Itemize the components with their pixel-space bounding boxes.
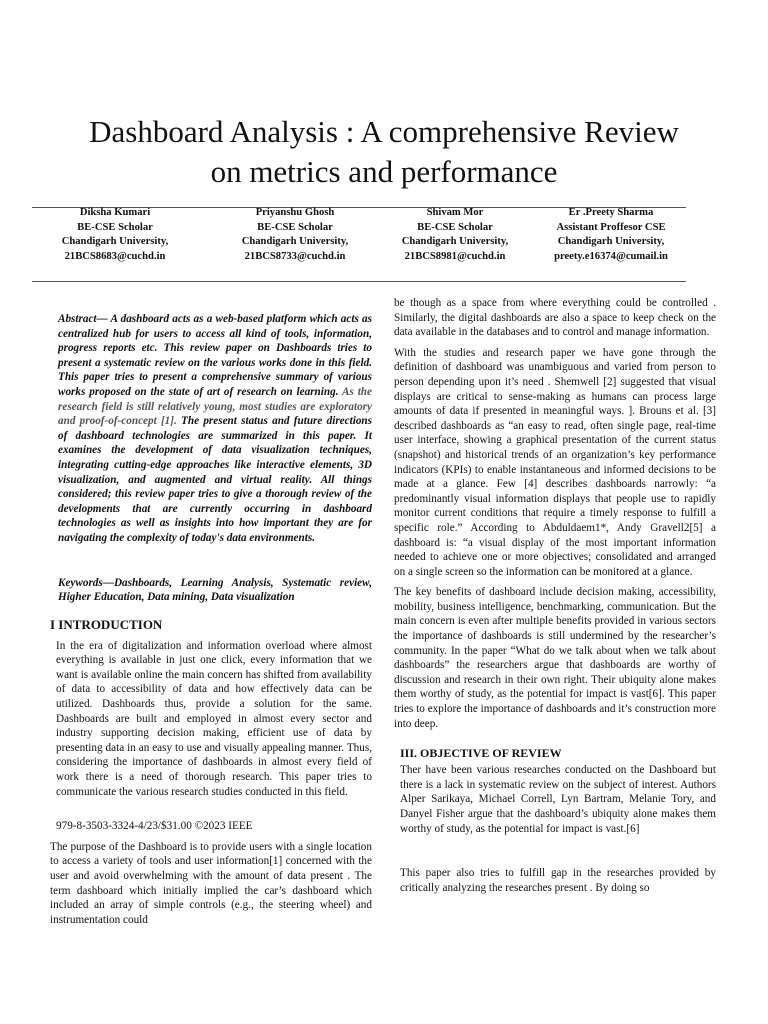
right-paragraph-3: The key benefits of dashboard include decision making, accessibility, mobility, business intelligence, benchmarking, communication. But the main concern is even after multiple benefits provided in various sectors the importance of dashboards is still undermined by the researcher’s community. In the paper “What do we talk about when we talk about dashboards” the researchers argue that dashboards are worthy of discussion and research in their own right. Their ubiquity alone makes them worthy of study, as the potential for impact is vast[6]. This paper tries to explore the importance of dashboards and it’s construction more into deep. [394, 586, 716, 730]
right-paragraph-1: be though as a space from where everything could be controlled . Similarly, the digital dashboards are also a space to keep check on the data available in the databases and to control and manage information. [394, 297, 716, 339]
right-paragraph-2: With the studies and research paper we have gone through the definition of dashboard was unambiguous and varied from person to person depending upon it’s need . Shemwell [2] suggested that visual displays are critical to sense-making as humans can process large amounts of data if presented in meaningful ways. ]. Brouns et al. [3] described dashboards as “an easy to read, often single page, real-time user interface, showing a graphical presentation of the current status (snapshot) and historical trends of an organization’s key performance indicators (KPIs) to enable instantaneous and informed decisions to be made at a glance. Few [4] describes dashboards narrowly: “a predominantly visual information displays that people use to rapidly monitor current conditions that require a timely response to fulfill a specific role.” According to Abduldaem1*, Andy Gravell2[5] a dashboard is: “a visual display of the most important information needed to achieve one or more objectives; consolidated and arranged on a single screen so the information can be monitored at a glance. [394, 346, 716, 578]
right-column [394, 296, 716, 895]
author-name: Priyanshu Ghosh [255, 207, 335, 218]
author-email: 21BCS8733@cuchd.in [244, 250, 346, 262]
author-role: BE-CSE Scholar [77, 221, 153, 233]
author-2 [220, 206, 370, 264]
author-name: Diksha Kumari [79, 207, 151, 218]
keywords: Keywords—Dashboards, Learning Analysis, Systematic review, Higher Education, Data mining, Data visualization [58, 576, 372, 604]
author-1 [40, 206, 190, 264]
author-affiliation: Chandigarh University, [557, 236, 665, 248]
author-3 [380, 206, 530, 264]
paper-title-line2: on metrics and performance [210, 154, 558, 189]
author-block [36, 206, 686, 278]
objective-paragraph-2: This paper also tries to fulfill gap in the researches provided by critically analyzing the researches present . By doing so [400, 867, 716, 894]
author-4 [536, 206, 686, 264]
section-heading-objective: III. OBJECTIVE OF REVIEW [400, 746, 562, 761]
abstract [50, 312, 372, 546]
intro-paragraph-2: The purpose of the Dashboard is to provide users with a single location to access a variety of tools and user information[1] concerned with the user and avoid overwhelming with the amount of data present . The term dashboard which initially implied the car’s dashboard which included an array of simple controls (e.g., the steering wheel) and instrumentation could [50, 840, 372, 926]
author-name: Shivam Mor [426, 207, 484, 218]
section-heading-introduction: I INTRODUCTION [50, 616, 163, 632]
author-affiliation: Chandigarh University, [401, 236, 509, 248]
author-role: BE-CSE Scholar [417, 221, 493, 233]
paper-title [40, 112, 728, 192]
abstract-text-a: Abstract— A dashboard acts as a web-based platform which acts as centralized hub for users to access all kind of tools, information, progress reports etc. This review paper on Dashboards tries to present a systematic review on the various works done in this field. This paper tries to present a comprehensive summary of various works proposed on the state of art of research on learning. [58, 313, 372, 398]
objective-paragraph-1: Ther have been various researches conducted on the Dashboard but there is a lack in systematic review on the subject of interest. Authors Alper Sarikaya, Michael Correll, Lyn Bartram, Melanie Tory, and Danyel Fisher argue that the dashboard’s ubiquity alone makes them worthy of study, as the potential for impact is vast.[6] [400, 764, 716, 835]
left-column [50, 296, 372, 927]
author-affiliation: Chandigarh University, [241, 236, 349, 248]
author-email: preety.e16374@cumail.in [554, 250, 668, 262]
paper-title-line1: Dashboard Analysis : A comprehensive Review [89, 114, 679, 149]
author-block-bottom-rule [32, 281, 686, 282]
author-role: Assistant Proffesor CSE [556, 221, 666, 233]
author-email: 21BCS8683@cuchd.in [64, 250, 166, 262]
author-affiliation: Chandigarh University, [61, 236, 169, 248]
author-name: Er .Preety Sharma [568, 207, 654, 218]
abstract-text-b: As the research field is still relatively young, most studies are exploratory and proof-of-concept [1]. [58, 385, 372, 428]
author-email: 21BCS8981@cuchd.in [404, 250, 506, 262]
author-role: BE-CSE Scholar [257, 221, 333, 233]
intro-paragraph-1: In the era of digitalization and information overload where almost everything is available in just one click, every information that we want is available online the main concern has shifted from availability of data to accessibility of data and how effectively data can be utilized. Dashboards thus, provide a solution for the same. Dashboards are built and employed in almost every sector and industry supporting decision making, efficient use of data by presenting data in an easy to use and visually appealing manner. Thus, considering the importance of dashboards in almost every field of work there is a need of thorough research. This paper tries to communicate the various research studies conducted in this field. [56, 639, 372, 798]
abstract-text-c: The present status and future directions of dashboard technologies are summarized in this paper. It examines the development of data visualization techniques, integrating cutting-edge approaches like interactive elements, 3D visualization, and augmented and virtual reality. All things considered; this review paper tries to give a thorough review of the developments that are currently occurring in dashboard technologies as well as insights into how important they are for navigating the complexity of today's data environments. [58, 415, 372, 544]
copyright-notice: 979-8-3503-3324-4/23/$31.00 ©2023 IEEE [56, 820, 253, 833]
